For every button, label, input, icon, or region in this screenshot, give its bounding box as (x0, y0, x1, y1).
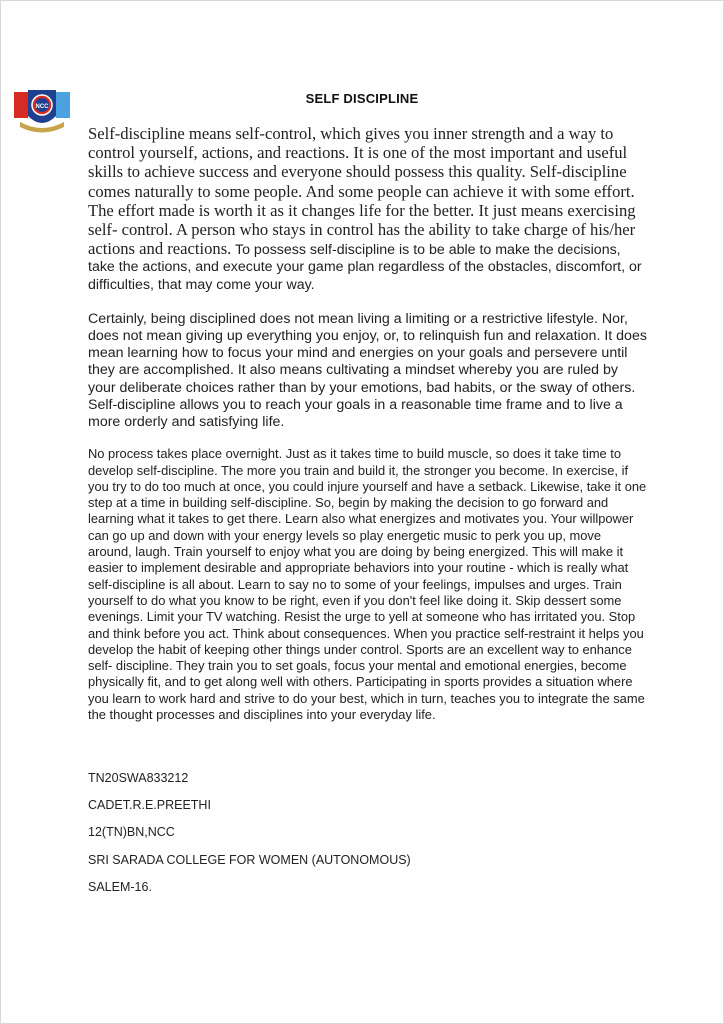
college-name: SRI SARADA COLLEGE FOR WOMEN (AUTONOMOUS) (88, 852, 411, 867)
document-body (88, 125, 648, 723)
paragraph-3: No process takes place overnight. Just as it takes time to build muscle, so does it take time to develop self-discipline. The more you train and build it, the stronger you become. In exercise, if you try to do too much at once, you could injure yourself and have a setback. Likewise, take it one step at a time in building self-discipline. So, begin by making the decision to go forward and learning what it takes to get there. Learn also what energizes and motivates you. Your willpower can go up and down with your energy levels so play energetic music to perk you up, move around, laugh. Train yourself to enjoy what you are doing by being energized. This will make it easier to implement desirable and appropriate behaviors into your routine - which is really what self-discipline is all about. Learn to say no to some of your feelings, impulses and urges. Train yourself to do what you know to be right, even if you don't feel like doing it. Skip dessert some evenings. Limit your TV watching. Resist the urge to yell at someone who has irritated you. Stop and think before you act. Think about consequences. When you practice self-restraint it helps you develop the habit of keeping other things under control. Sports are an excellent way to enhance self- discipline. They train you to set goals, focus your mental and emotional energies, become physically fit, and to get along well with others. Participating in sports provides a situation where you learn to work hard and strive to do your best, which in turn, teaches you to integrate the same the thought processes and disciplines into your everyday life. (88, 446, 647, 722)
paragraph-1 (88, 125, 648, 294)
paragraph-1-serif-text: Self-discipline means self-control, which gives you inner strength and a way to control yourself, actions, and reactions. It is one of the most important and useful skills to achieve success and everyone should possess this quality. Self-discipline comes naturally to some people. And some people can achieve it with some effort. The effort made is worth it as it changes life for the better. It just means exercising self- control. A person who stays in control has the ability to take charge of his/her actions and reactions. (88, 124, 636, 259)
paragraph-2: Certainly, being disciplined does not mean living a limiting or a restrictive lifestyle. Nor, does not mean giving up everything you enjoy, or, to relinquish fun and relaxation. It does mean learning how to focus your mind and energies on your goals and persevere until they are accomplished. It also means cultivating a mindset whereby you are ruled by your deliberate choices rather than by your emotions, bad habits, or the sway of others. Self-discipline allows you to reach your goals in a reasonable time frame and to live a more orderly and satisfying life. (88, 310, 647, 431)
document-title: SELF DISCIPLINE (305, 91, 419, 106)
cadet-unit: 12(TN)BN,NCC (88, 825, 175, 840)
paragraph-1-sans-text: To possess self-discipline is to be able to make the decisions, take the actions, and execute your game plan regardless of the obstacles, discomfort, or difficulties, that may come your way. (88, 242, 642, 293)
cadet-id: TN20SWA833212 (88, 771, 189, 785)
cadet-name: CADET.R.E.PREETHI (88, 798, 211, 813)
svg-text:NCC: NCC (35, 104, 49, 110)
college-city: SALEM-16. (88, 879, 152, 894)
signature-block (88, 770, 608, 906)
